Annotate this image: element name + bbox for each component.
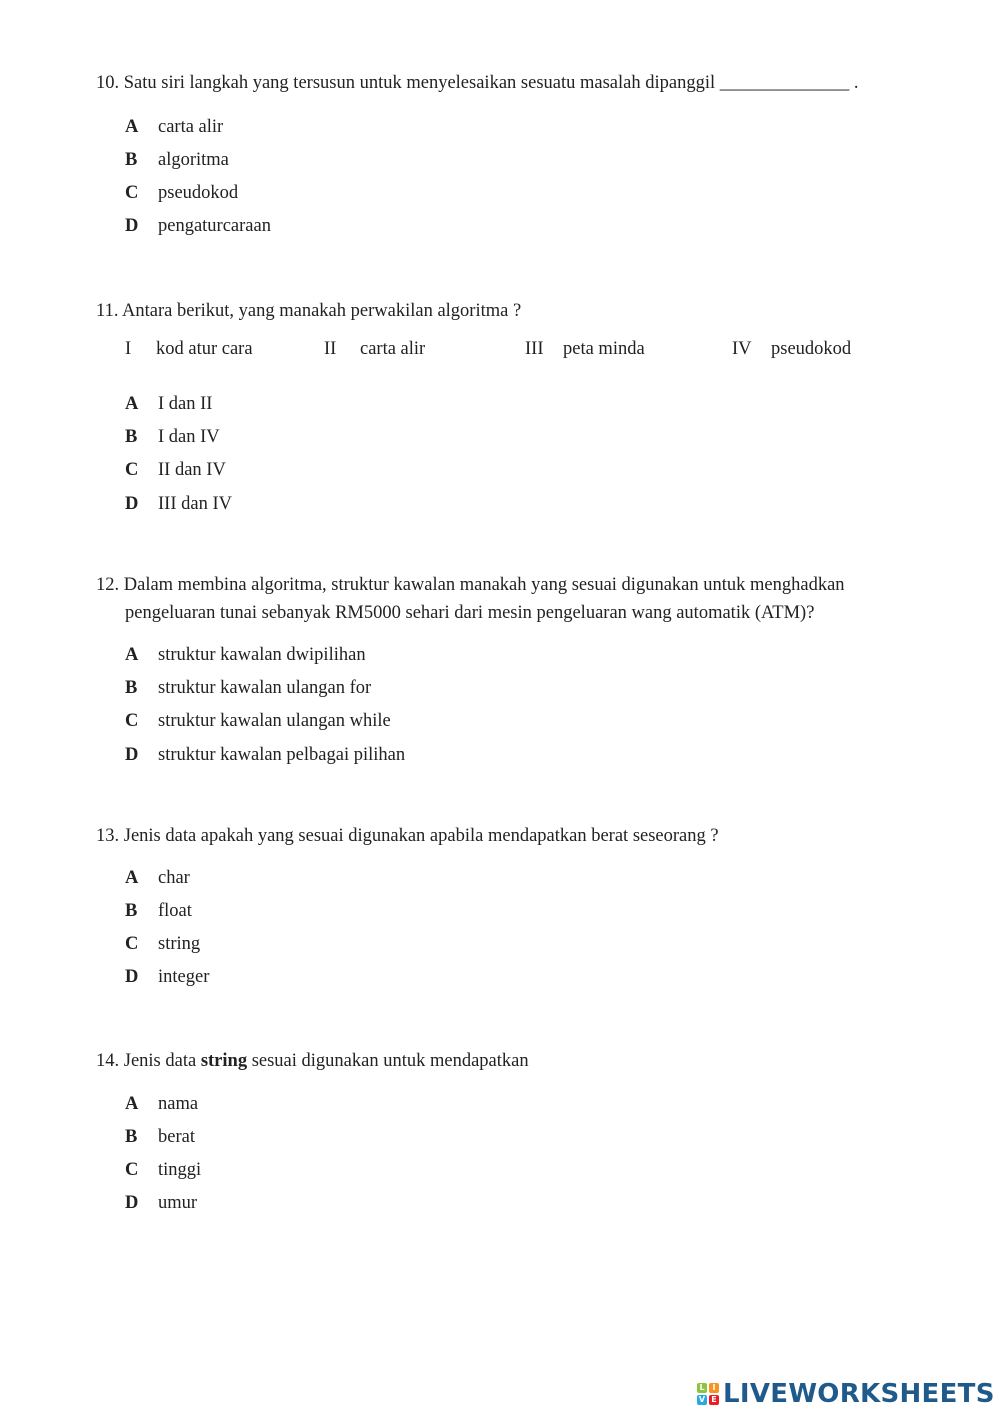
q11-option-b[interactable] xyxy=(125,425,220,449)
option-text: pengaturcaraan xyxy=(158,216,271,236)
q10-option-d[interactable] xyxy=(125,214,271,238)
option-letter: B xyxy=(125,427,138,447)
q14-option-c[interactable] xyxy=(125,1158,201,1182)
option-letter: D xyxy=(125,1193,139,1213)
q12-option-b[interactable] xyxy=(125,676,371,700)
q13-option-c[interactable] xyxy=(125,932,200,956)
option-letter: B xyxy=(125,678,138,698)
option-letter: D xyxy=(125,494,139,514)
q12-option-d[interactable] xyxy=(125,743,405,767)
option-text: nama xyxy=(158,1094,199,1114)
option-letter: C xyxy=(125,934,139,954)
option-letter: A xyxy=(125,645,139,665)
option-letter: B xyxy=(125,1127,138,1147)
option-text: carta alir xyxy=(158,117,224,137)
option-letter: B xyxy=(125,901,138,921)
option-text: struktur kawalan dwipilihan xyxy=(158,645,366,665)
option-text: struktur kawalan ulangan for xyxy=(158,678,372,698)
question-12-text xyxy=(96,571,845,623)
option-letter: C xyxy=(125,1160,139,1180)
option-text: string xyxy=(158,934,201,954)
option-text: algoritma xyxy=(158,150,229,170)
logo-wordmark: LIVEWORKSHEETS xyxy=(723,1379,995,1409)
option-text: pseudokod xyxy=(158,183,239,203)
q11-item-ii xyxy=(324,337,425,361)
item-text: carta alir xyxy=(360,339,426,359)
item-text: kod atur cara xyxy=(156,339,253,359)
question-12-line1: 12. Dalam membina algoritma, struktur kawalan manakah yang sesuai digunakan untuk menghadkan xyxy=(96,575,845,595)
question-14-keyword: string xyxy=(200,1051,248,1071)
option-text: struktur kawalan ulangan while xyxy=(158,711,391,731)
option-text: float xyxy=(158,901,192,921)
option-text: struktur kawalan pelbagai pilihan xyxy=(158,745,406,765)
option-text: I dan IV xyxy=(158,427,220,447)
option-letter: A xyxy=(125,868,139,888)
question-14-post: sesuai digunakan untuk mendapatkan xyxy=(247,1051,529,1071)
q12-option-a[interactable] xyxy=(125,643,366,667)
q11-option-c[interactable] xyxy=(125,458,226,482)
option-letter: D xyxy=(125,216,139,236)
q10-option-a[interactable] xyxy=(125,115,223,139)
option-letter: C xyxy=(125,460,139,480)
q14-option-d[interactable] xyxy=(125,1191,197,1215)
option-letter: C xyxy=(125,183,139,203)
option-text: II dan IV xyxy=(158,460,226,480)
option-text: berat xyxy=(158,1127,195,1147)
option-text: umur xyxy=(158,1193,198,1213)
q13-option-d[interactable] xyxy=(125,965,209,989)
question-13-text: 13. Jenis data apakah yang sesuai digunakan apabila mendapatkan berat seseorang ? xyxy=(96,826,719,846)
q11-option-d[interactable] xyxy=(125,492,232,516)
option-letter: A xyxy=(125,394,139,414)
option-letter: A xyxy=(125,117,139,137)
q13-option-b[interactable] xyxy=(125,899,192,923)
item-text: pseudokod xyxy=(771,339,852,359)
question-12-line2: pengeluaran tunai sebanyak RM5000 sehari dari mesin pengeluaran wang automatik (ATM)? xyxy=(125,603,815,623)
item-num: IV xyxy=(732,339,752,359)
option-text: char xyxy=(158,868,190,888)
option-text: integer xyxy=(158,967,210,987)
option-text: III dan IV xyxy=(158,494,232,514)
option-letter: D xyxy=(125,745,139,765)
option-text: I dan II xyxy=(158,394,213,414)
logo-squares-icon: L I V E xyxy=(697,1383,719,1405)
liveworksheets-logo xyxy=(697,1378,995,1410)
q10-option-b[interactable] xyxy=(125,148,229,172)
item-text: peta minda xyxy=(563,339,645,359)
item-num: III xyxy=(525,339,544,359)
question-10-text: 10. Satu siri langkah yang tersusun untuk menyelesaikan sesuatu masalah dipanggil ______________ . xyxy=(96,73,859,93)
question-14-pre: 14. Jenis data xyxy=(96,1051,201,1071)
q12-option-c[interactable] xyxy=(125,709,391,733)
q10-option-c[interactable] xyxy=(125,181,238,205)
q11-item-iii xyxy=(525,337,645,361)
q13-option-a[interactable] xyxy=(125,866,190,890)
q11-option-a[interactable] xyxy=(125,392,212,416)
q14-option-a[interactable] xyxy=(125,1092,198,1116)
q11-item-i xyxy=(125,337,253,361)
question-14-text xyxy=(96,1047,529,1075)
option-letter: B xyxy=(125,150,138,170)
option-letter: D xyxy=(125,967,139,987)
option-letter: C xyxy=(125,711,139,731)
question-11-text: 11. Antara berikut, yang manakah perwakilan algoritma ? xyxy=(96,301,522,321)
q14-option-b[interactable] xyxy=(125,1125,195,1149)
item-num: I xyxy=(125,339,132,359)
q11-item-iv xyxy=(732,337,851,361)
option-text: tinggi xyxy=(158,1160,202,1180)
option-letter: A xyxy=(125,1094,139,1114)
item-num: II xyxy=(324,339,337,359)
